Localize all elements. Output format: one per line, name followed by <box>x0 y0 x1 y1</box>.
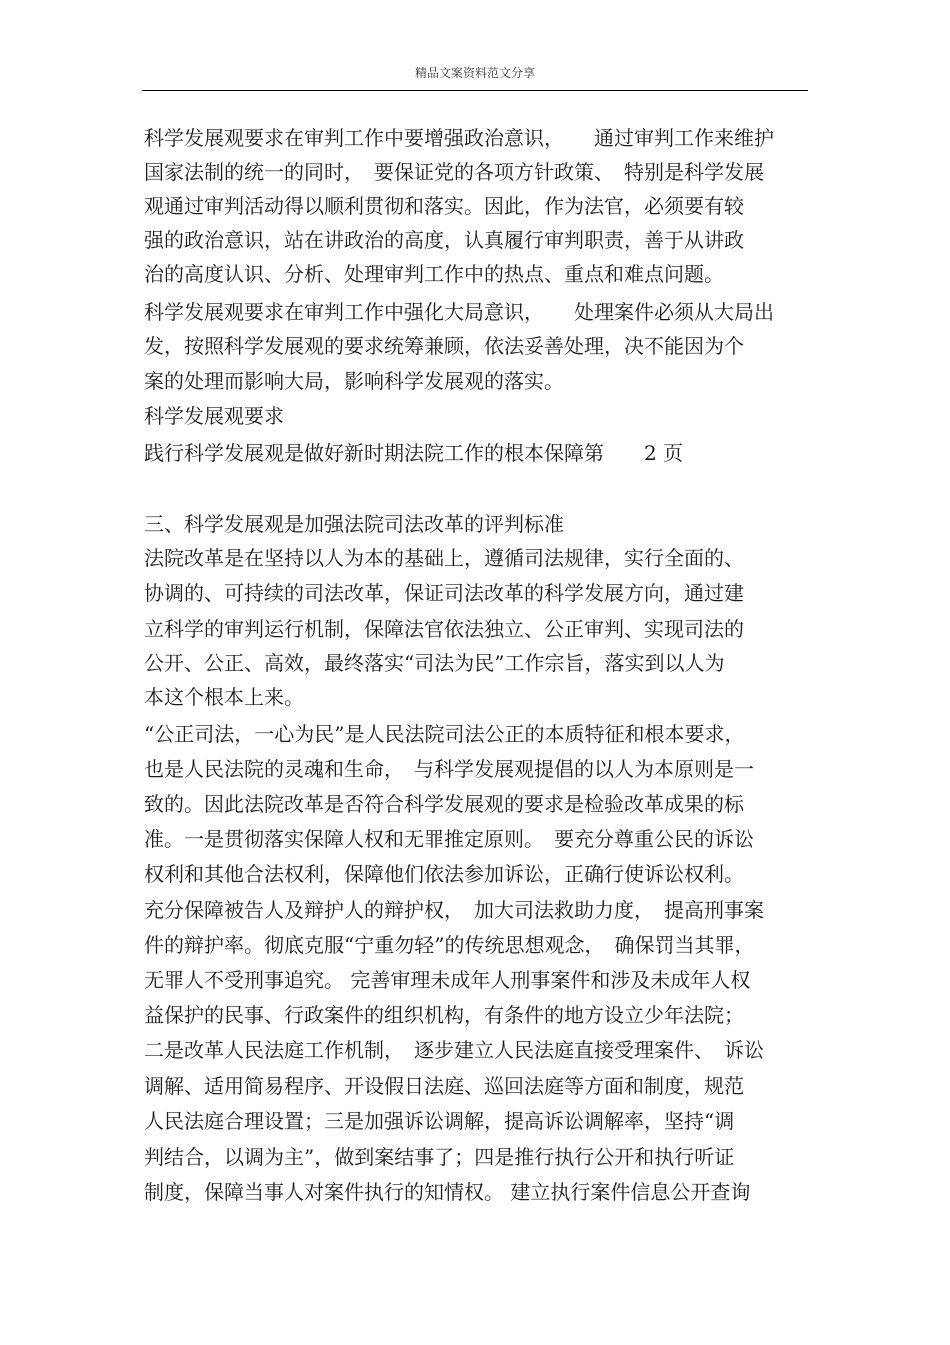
text-line: 致的。因此法院改革是否符合科学发展观的要求是检验改革成果的标 <box>144 792 744 816</box>
text-line: 科学发展观要求 <box>144 404 284 428</box>
text-line: 科学发展观要求在审判工作中强化大局意识， 处理案件必须从大局出 <box>144 300 774 324</box>
text-line: 判结合，以调为主”，做到案结事了；四是推行执行公开和执行听证 <box>144 1145 735 1169</box>
text-line: 法院改革是在坚持以人为本的基础上，遵循司法规律，实行全面的、 <box>144 546 744 570</box>
text-line: 科学发展观要求在审判工作中要增强政治意识， 通过审判工作来维护 <box>144 126 774 150</box>
page-header: 精品文案资料范文分享 <box>414 66 535 80</box>
text-line: 也是人民法院的灵魂和生命， 与科学发展观提倡的以人为本原则是一 <box>144 757 754 781</box>
text-line: 案的处理而影响大局，影响科学发展观的落实。 <box>144 369 564 393</box>
text-line: 协调的、可持续的司法改革，保证司法改革的科学发展方向，通过建 <box>144 581 744 605</box>
text-line: 观通过审判活动得以顺利贯彻和落实。因此，作为法官，必须要有较 <box>144 194 744 218</box>
text-line: 国家法制的统一的同时， 要保证党的各项方针政策、 特别是科学发展 <box>144 160 764 184</box>
text-line: 权利和其他合法权利，保障他们依法参加诉讼，正确行使诉讼权利。 <box>144 862 744 886</box>
text-line: 践行科学发展观是做好新时期法院工作的根本保障第 2 页 <box>144 441 684 465</box>
text-line: 二是改革人民法庭工作机制， 逐步建立人民法庭直接受理案件、 诉讼 <box>144 1038 764 1062</box>
text-line: 强的政治意识，站在讲政治的高度，认真履行审判职责，善于从讲政 <box>144 228 744 252</box>
text-line: “公正司法，一心为民”是人民法院司法公正的本质特征和根本要求， <box>144 722 745 746</box>
text-line: 调解、适用简易程序、开设假日法庭、巡回法庭等方面和制度，规范 <box>144 1074 744 1098</box>
text-line: 人民法庭合理设置；三是加强诉讼调解，提高诉讼调解率，坚持“调 <box>144 1109 735 1133</box>
text-line: 件的辩护率。彻底克服“宁重勿轻”的传统思想观念， 确保罚当其罪， <box>144 933 755 957</box>
header-divider <box>142 90 808 91</box>
text-line: 本这个根本上来。 <box>144 685 304 709</box>
text-line: 发，按照科学发展观的要求统筹兼顾，依法妥善处理，决不能因为个 <box>144 334 744 358</box>
text-line: 无罪人不受刑事追究。 完善审理未成年人刑事案件和涉及未成年人权 <box>144 968 751 992</box>
text-line: 治的高度认识、分析、处理审判工作中的热点、重点和难点问题。 <box>144 262 724 286</box>
text-line: 充分保障被告人及辩护人的辩护权， 加大司法救助力度， 提高刑事案 <box>144 898 764 922</box>
text-line: 立科学的审判运行机制，保障法官依法独立、公正审判、实现司法的 <box>144 617 744 641</box>
text-line: 制度，保障当事人对案件执行的知情权。 建立执行案件信息公开查询 <box>144 1180 751 1204</box>
text-line: 公开、公正、高效，最终落实“司法为民”工作宗旨，落实到以人为 <box>144 651 725 675</box>
section-heading: 三、科学发展观是加强法院司法改革的评判标准 <box>144 512 564 536</box>
text-line: 准。一是贯彻落实保障人权和无罪推定原则。 要充分尊重公民的诉讼 <box>144 827 754 851</box>
text-line: 益保护的民事、行政案件的组织机构，有条件的地方设立少年法院； <box>144 1003 744 1027</box>
